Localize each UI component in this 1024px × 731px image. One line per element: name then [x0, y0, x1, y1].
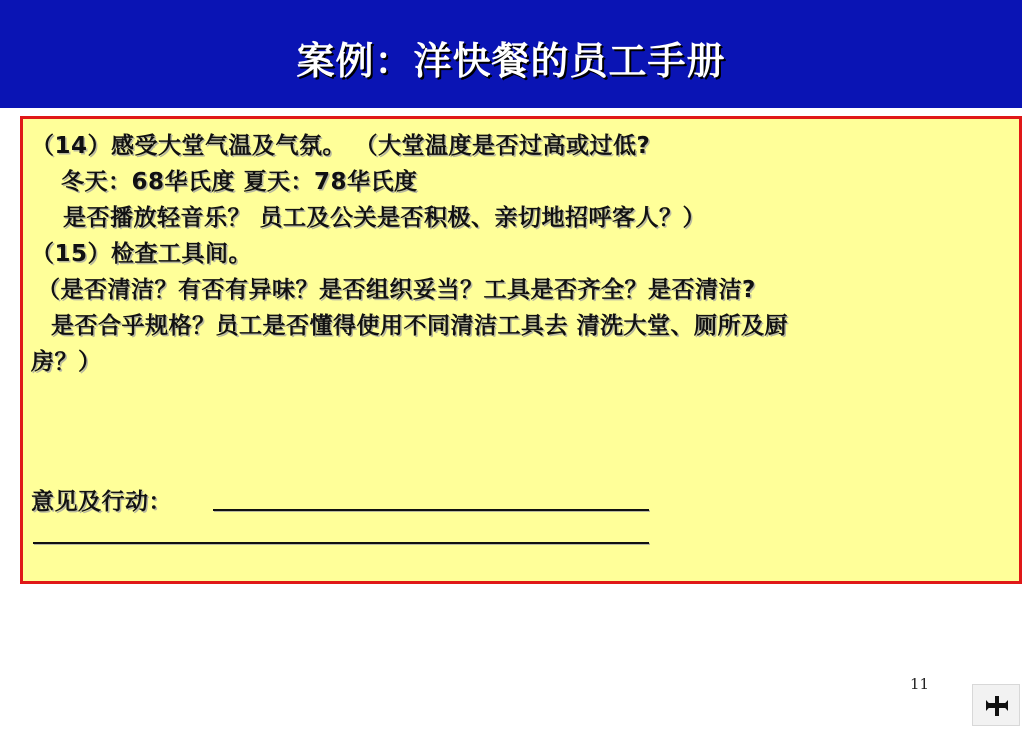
content-line-7: 房？） [31, 349, 102, 375]
content-line-1: （14）感受大堂气温及气氛。 （大堂温度是否过高或过低? [31, 133, 651, 159]
navigation-icon [985, 695, 1009, 717]
content-line-2: 冬天：68华氏度 夏天：78华氏度 [61, 169, 418, 195]
content-line-6: 是否合乎规格？员工是否懂得使用不同清洁工具去 清洗大堂、厕所及厨 [51, 313, 789, 339]
navigation-button[interactable] [972, 684, 1020, 726]
content-line-5: （是否清洁？有否有异味？是否组织妥当？工具是否齐全？是否清洁? [37, 277, 756, 303]
slide-title: 案例：洋快餐的员工手册 [296, 39, 726, 83]
content-box [20, 116, 1022, 584]
opinion-blank-line-2 [33, 542, 649, 544]
content-line-3: 是否播放轻音乐？ 员工及公关是否积极、亲切地招呼客人？） [63, 205, 707, 231]
page-number: 11 [910, 675, 930, 693]
opinion-blank-line-1 [213, 509, 649, 511]
title-bar [0, 0, 1024, 108]
content-line-4: （15）检查工具间。 [31, 241, 253, 267]
opinion-label: 意见及行动： [31, 489, 172, 515]
